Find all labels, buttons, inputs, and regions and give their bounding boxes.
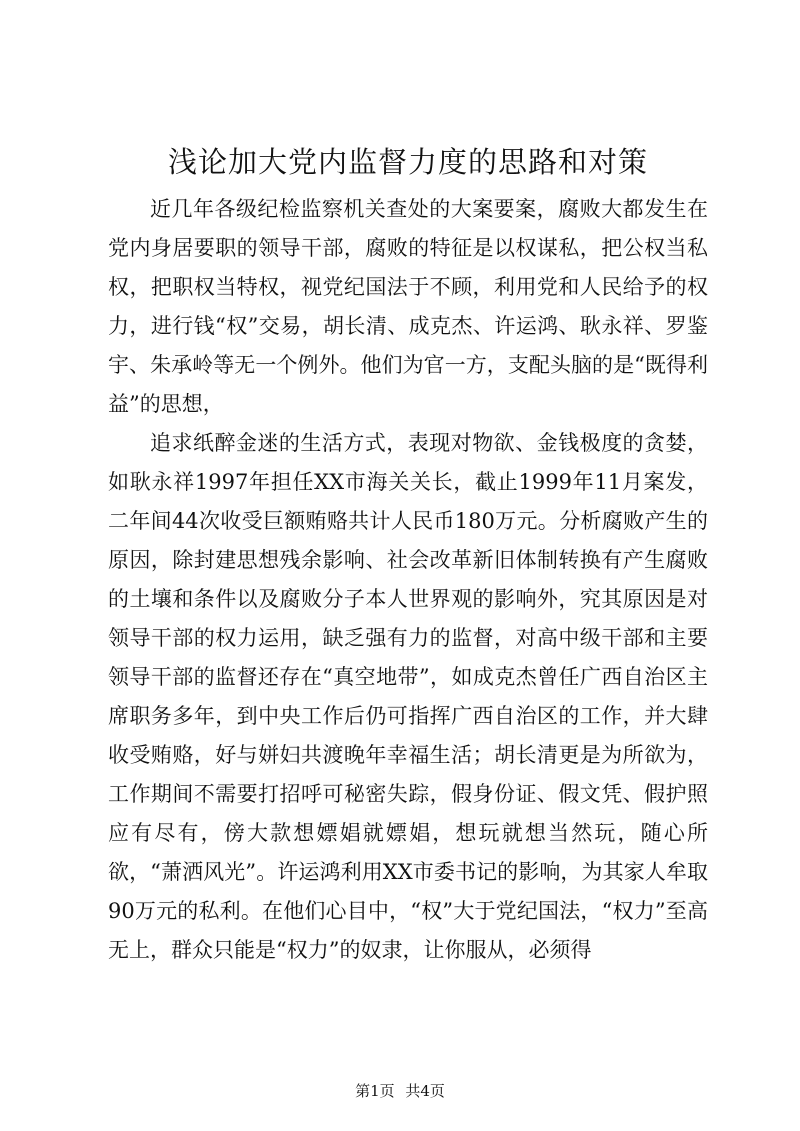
page-footer	[0, 1081, 800, 1101]
paragraph: 追求纸醉金迷的生活方式，表现对物欲、金钱极度的贪婪，如耿永祥1997年担任XX市海关关长，截止1999年11月案发，二年间44次收受巨额贿赂共计人民币180万元。分析腐败产生的原因，除封建思想残余影响、社会改革新旧体制转换有产生腐败的土壤和条件以及腐败分子本人世界观的影响外，究其原因是对领导干部的权力运用，缺乏强有力的监督，对高中级干部和主要领导干部的监督还存在“真空地带”，如成克杰曾任广西自治区主席职务多年，到中央工作后仍可指挥广西自治区的工作，并大肆收受贿赂，好与姘妇共渡晚年幸福生活；胡长清更是为所欲为，工作期间不需要打招呼可秘密失踪，假身份证、假文凭、假护照应有尽有，傍大款想嫖娼就嫖娼，想玩就想当然玩，随心所欲，“萧洒风光”。许运鸿利用XX市委书记的影响，为其家人牟取90万元的私利。在他们心目中，“权”大于党纪国法，“权力”至高无上，群众只能是“权力”的奴隶，让你服从，必须得	[108, 431, 708, 962]
page-total: 共4页	[405, 1082, 445, 1100]
document-body	[108, 190, 708, 970]
page-number: 第1页	[355, 1082, 395, 1100]
paragraph: 近几年各级纪检监察机关查处的大案要案，腐败大都发生在党内身居要职的领导干部，腐败的特征是以权谋私，把公权当私权，把职权当特权，视党纪国法于不顾，利用党和人民给予的权力，进行钱“权”交易，胡长清、成克杰、许运鸿、耿永祥、罗鉴宇、朱承岭等无一个例外。他们为官一方，支配头脑的是“既得利益”的思想，	[108, 197, 708, 416]
document-title: 浅论加大党内监督力度的思路和对策	[167, 145, 648, 179]
